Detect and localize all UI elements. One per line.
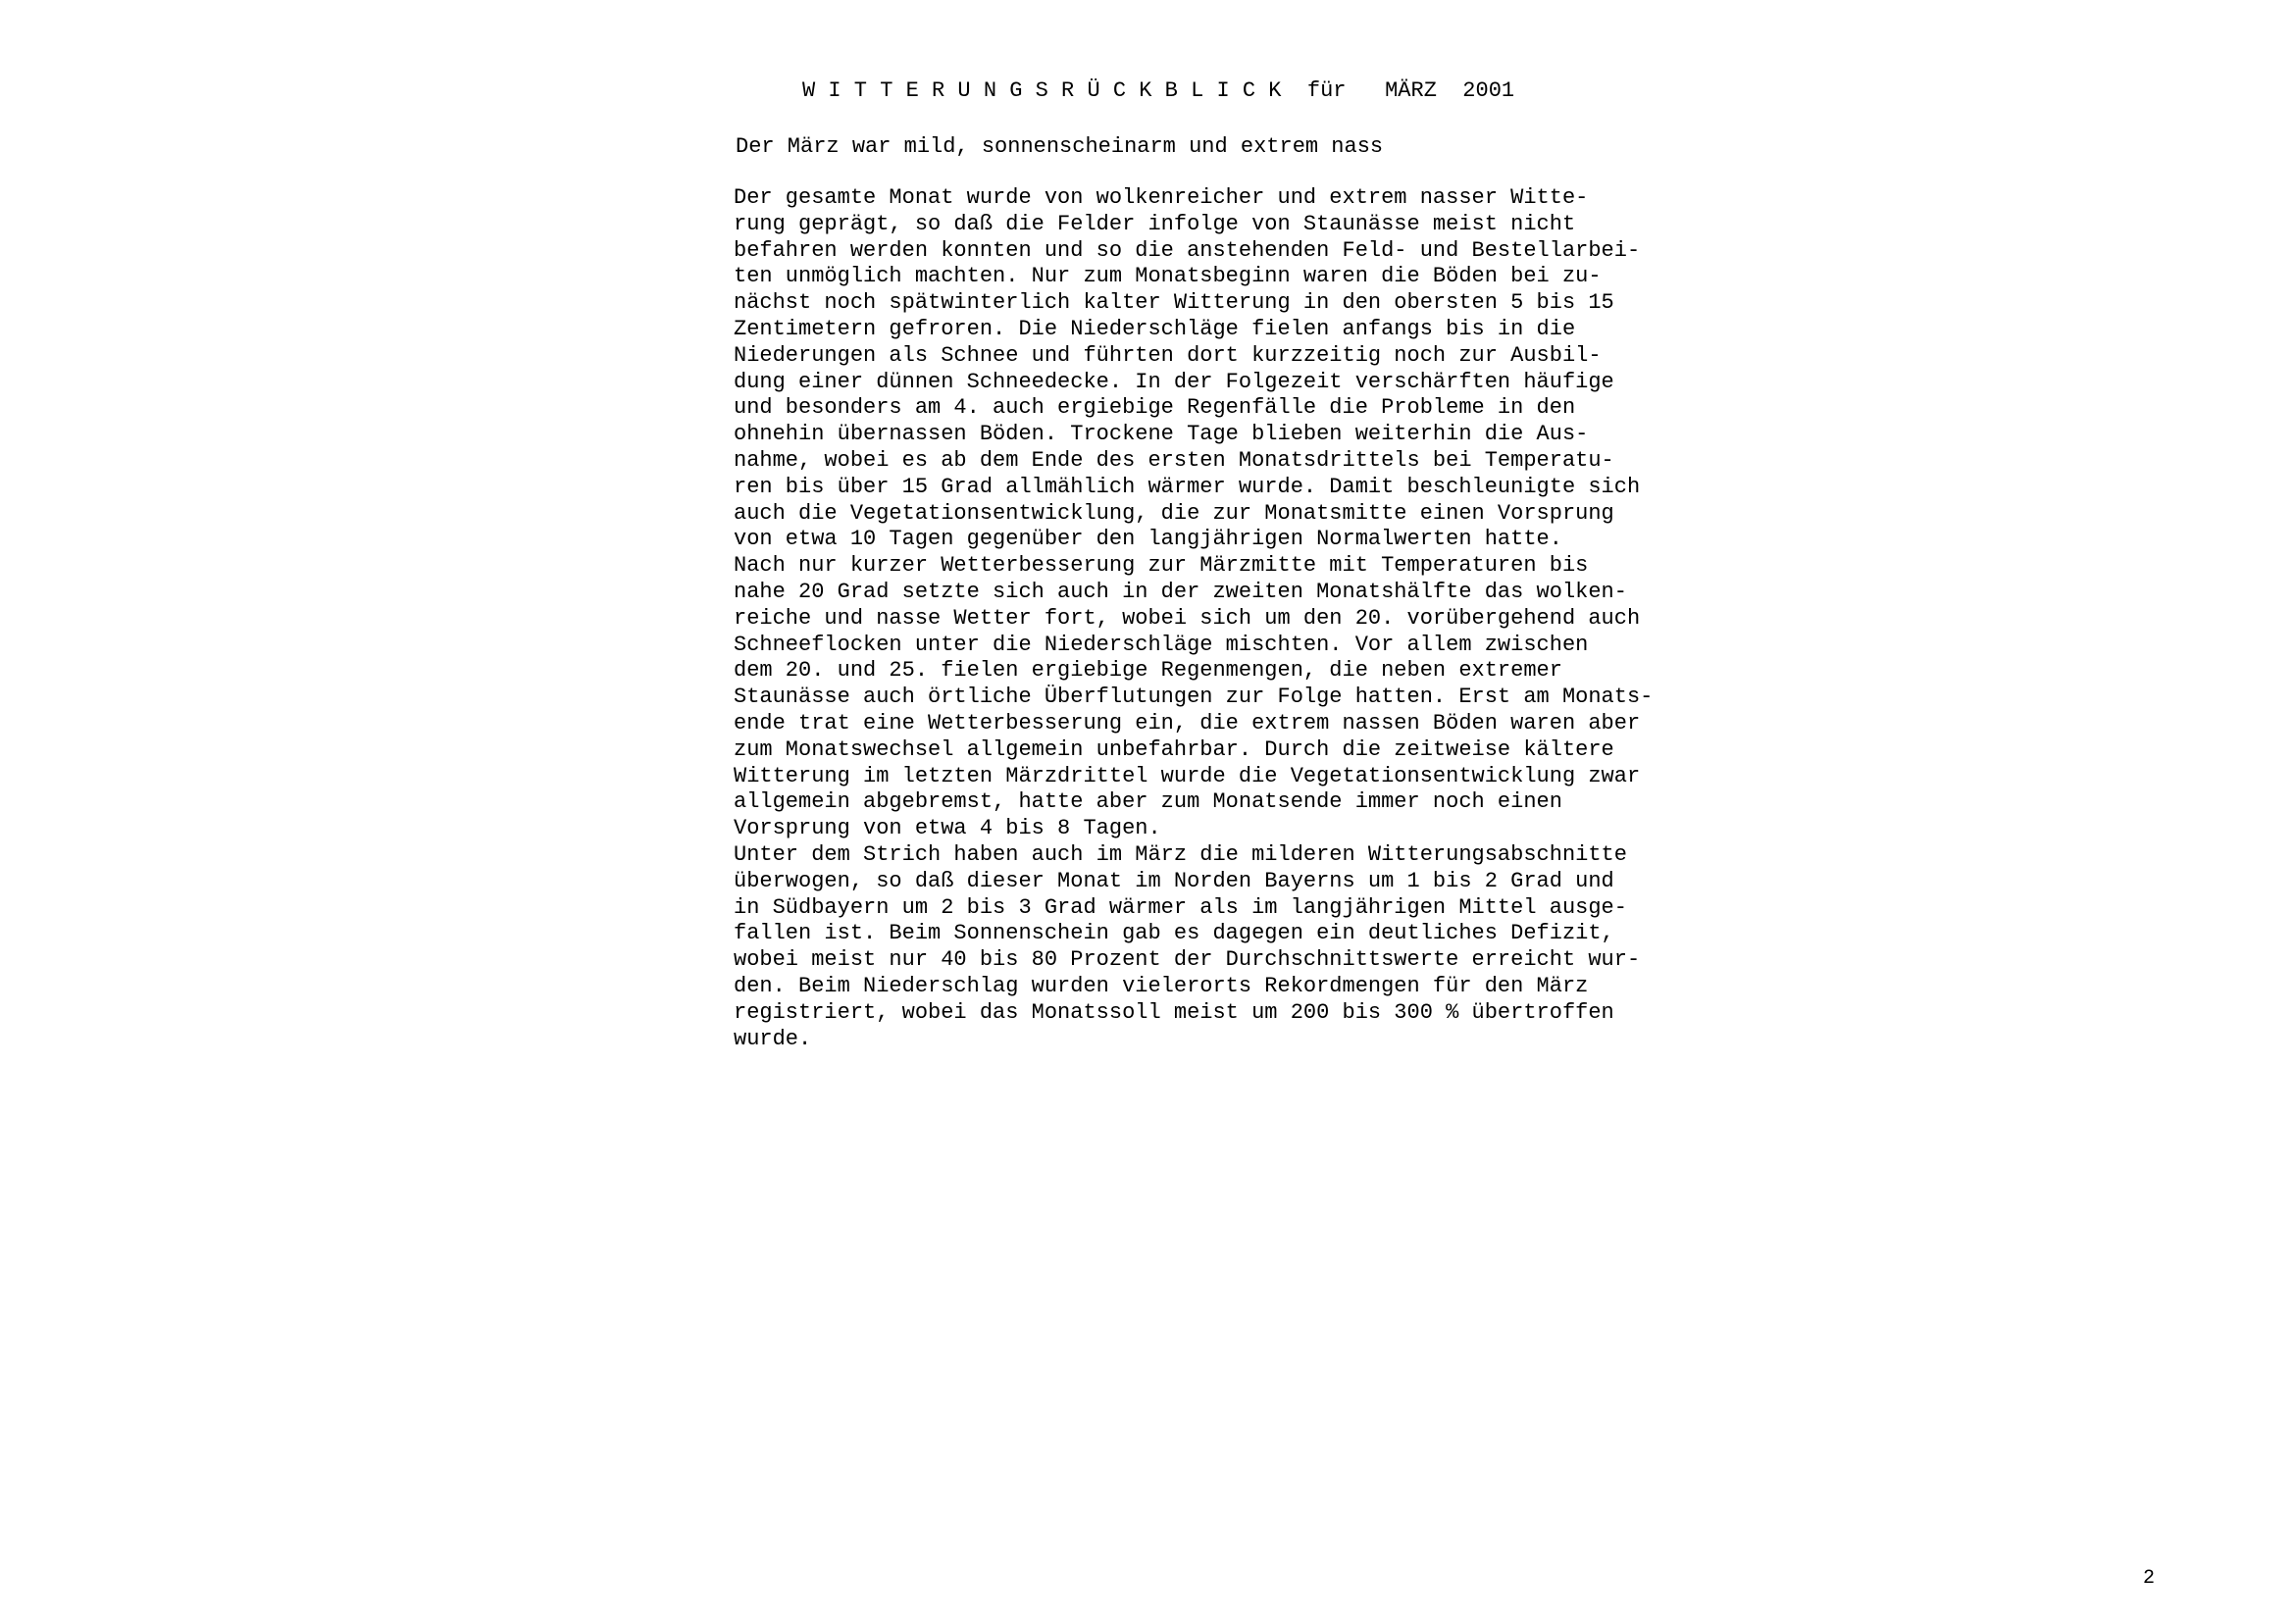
body-line: nahe 20 Grad setzte sich auch in der zweiten Monatshälfte das wolken-: [734, 579, 1627, 604]
body-line: nahme, wobei es ab dem Ende des ersten Monatsdrittels bei Temperatu-: [734, 447, 1614, 473]
body-line: Witterung im letzten Märzdrittel wurde die Vegetationsentwicklung zwar: [734, 763, 1641, 788]
body-line: in Südbayern um 2 bis 3 Grad wärmer als im langjährigen Mittel ausge-: [734, 894, 1627, 920]
body-line: den. Beim Niederschlag wurden vielerorts Rekordmengen für den März: [734, 973, 1589, 998]
body-line: dung einer dünnen Schneedecke. In der Folgezeit verschärften häufige: [734, 369, 1614, 394]
body-line: Der gesamte Monat wurde von wolkenreicher und extrem nasser Witte-: [734, 185, 1589, 210]
body-line: rung geprägt, so daß die Felder infolge von Staunässe meist nicht: [734, 211, 1576, 236]
body-line: Zentimetern gefroren. Die Niederschläge fielen anfangs bis in die: [734, 316, 1576, 341]
body-line: dem 20. und 25. fielen ergiebige Regenmengen, die neben extremer: [734, 658, 1562, 684]
body-line: und besonders am 4. auch ergiebige Regenfälle die Probleme in den: [734, 395, 1576, 421]
document-subtitle: Der März war mild, sonnenscheinarm und extrem nass: [736, 134, 1384, 159]
body-line: nächst noch spätwinterlich kalter Witterung in den obersten 5 bis 15: [734, 290, 1614, 316]
body-line: überwogen, so daß dieser Monat im Norden Bayerns um 1 bis 2 Grad und: [734, 868, 1614, 893]
body-line: allgemein abgebremst, hatte aber zum Monatsende immer noch einen: [734, 789, 1562, 815]
body-line: wobei meist nur 40 bis 80 Prozent der Durchschnittswerte erreicht wur-: [734, 947, 1641, 973]
body-line: registriert, wobei das Monatssoll meist um 200 bis 300 % übertroffen: [734, 999, 1614, 1025]
document-title: W I T T E R U N G S R Ü C K B L I C K für MÄRZ 2001: [802, 78, 1515, 103]
body-line: befahren werden konnten und so die anstehenden Feld- und Bestellarbei-: [734, 237, 1641, 263]
body-line: zum Monatswechsel allgemein unbefahrbar. Durch die zeitweise kältere: [734, 736, 1614, 762]
body-line: ten unmöglich machten. Nur zum Monatsbeginn waren die Böden bei zu-: [734, 264, 1602, 289]
body-line: von etwa 10 Tagen gegenüber den langjährigen Normalwerten hatte.: [734, 527, 1562, 552]
body-line: reiche und nasse Wetter fort, wobei sich um den 20. vorübergehend auch: [734, 605, 1641, 631]
body-line: ohnehin übernassen Böden. Trockene Tage blieben weiterhin die Aus-: [734, 422, 1589, 447]
body-line: Staunässe auch örtliche Überflutungen zur Folge hatten. Erst am Monats-: [734, 685, 1654, 710]
body-text: [734, 185, 1653, 1052]
body-line: Vorsprung von etwa 4 bis 8 Tagen.: [734, 816, 1161, 841]
body-line: auch die Vegetationsentwicklung, die zur Monatsmitte einen Vorsprung: [734, 500, 1614, 526]
body-line: ende trat eine Wetterbesserung ein, die extrem nassen Böden waren aber: [734, 710, 1641, 736]
body-line: ren bis über 15 Grad allmählich wärmer wurde. Damit beschleunigte sich: [734, 474, 1641, 499]
body-line: Unter dem Strich haben auch im März die milderen Witterungsabschnitte: [734, 841, 1627, 867]
body-line: wurde.: [734, 1026, 812, 1051]
body-line: fallen ist. Beim Sonnenschein gab es dagegen ein deutliches Defizit,: [734, 921, 1614, 946]
page-number: 2: [2143, 1567, 2156, 1590]
body-line: Niederungen als Schnee und führten dort kurzzeitig noch zur Ausbil-: [734, 342, 1602, 368]
body-line: Nach nur kurzer Wetterbesserung zur Märzmitte mit Temperaturen bis: [734, 553, 1589, 579]
body-line: Schneeflocken unter die Niederschläge mischten. Vor allem zwischen: [734, 632, 1589, 657]
